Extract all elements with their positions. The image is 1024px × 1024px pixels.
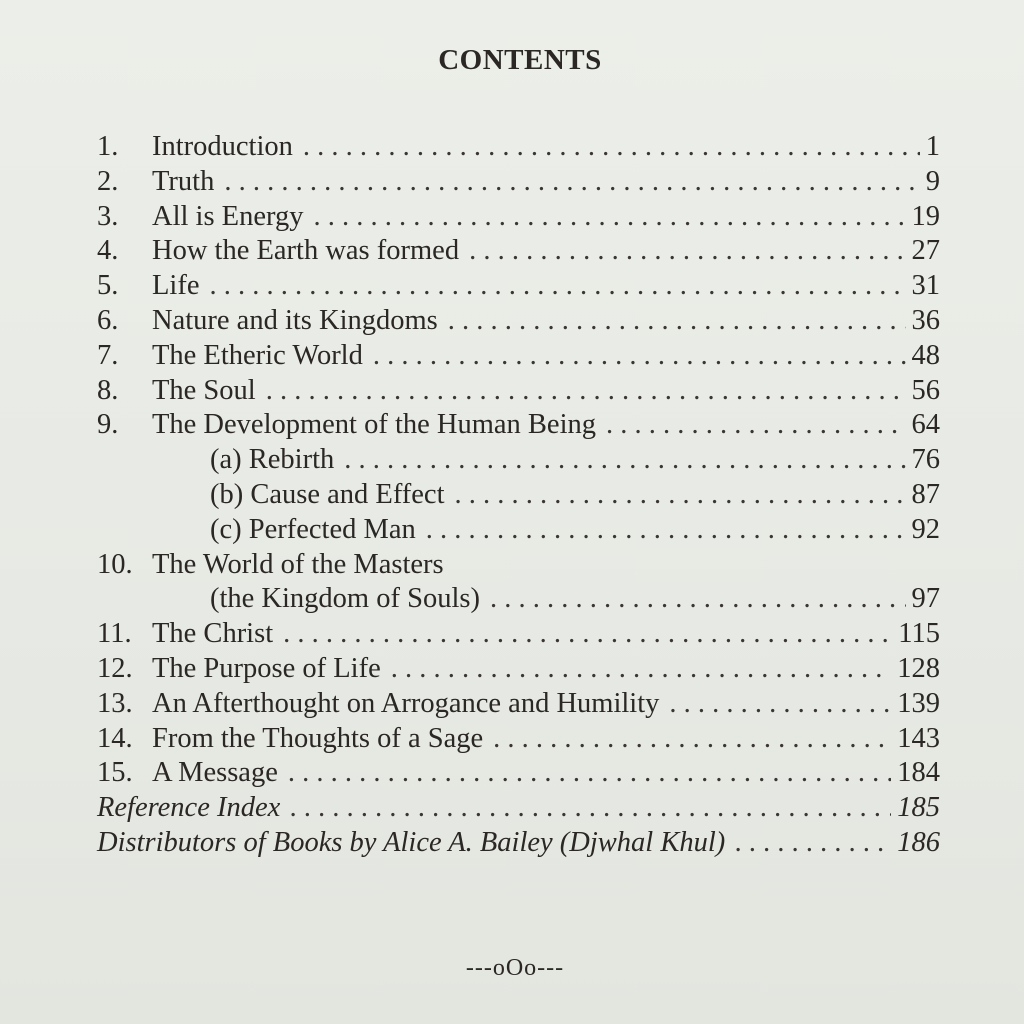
entry-number: 12. (97, 652, 133, 684)
entry-title: An Afterthought on Arrogance and Humility (152, 687, 660, 719)
toc-entry-afterthought (97, 687, 940, 722)
entry-number: 4. (97, 235, 119, 267)
entry-page-number: 36 (911, 304, 940, 336)
entry-page-number: 186 (897, 826, 940, 858)
dot-leader (735, 826, 891, 861)
toc-entry-the-soul (97, 374, 940, 409)
dot-leader (469, 234, 905, 269)
dot-leader (344, 443, 905, 478)
entry-title: (a) Rebirth (210, 444, 335, 476)
dot-leader (288, 756, 891, 791)
entry-page-number: 115 (898, 618, 940, 650)
entry-title: (the Kingdom of Souls) (210, 583, 480, 615)
entry-page-number: 31 (911, 270, 940, 302)
entry-page-number: 128 (897, 652, 940, 684)
entry-number: 15. (97, 757, 133, 789)
toc-entry-life (97, 269, 940, 304)
entry-number: 2. (97, 165, 119, 197)
entry-page-number: 143 (897, 722, 940, 754)
entry-page-number: 185 (897, 792, 940, 824)
toc-entry-introduction (97, 130, 940, 165)
entry-title: A Message (152, 757, 278, 789)
entry-page-number: 64 (911, 409, 940, 441)
dot-leader (448, 304, 906, 339)
entry-page-number: 87 (911, 478, 940, 510)
dot-leader (266, 374, 906, 409)
toc-entry-a-message (97, 756, 940, 791)
entry-number: 14. (97, 722, 133, 754)
page-title: CONTENTS (438, 44, 602, 76)
entry-page-number: 56 (911, 374, 940, 406)
entry-page-number: 184 (897, 757, 940, 789)
dot-leader (290, 791, 891, 826)
entry-title: Distributors of Books by Alice A. Bailey (Djwhal Khul) (97, 826, 726, 858)
toc-entry-earth-formed (97, 234, 940, 269)
toc-entry-kingdom-of-souls (97, 582, 940, 617)
entry-title: The World of the Masters (152, 548, 444, 580)
dot-leader (373, 339, 906, 374)
entry-page-number: 27 (911, 235, 940, 267)
toc-entry-distributors (97, 826, 940, 861)
toc-entry-nature-kingdoms (97, 304, 940, 339)
entry-title: The Christ (152, 618, 274, 650)
entry-title: Introduction (152, 131, 293, 162)
entry-title: The Soul (152, 374, 256, 406)
dot-leader (391, 652, 892, 687)
entry-page-number: 139 (897, 687, 940, 719)
dot-leader (303, 130, 920, 165)
toc-entry-human-development (97, 408, 940, 443)
entry-number: 5. (97, 270, 119, 302)
entry-page-number: 1 (925, 131, 940, 162)
entry-number: 8. (97, 374, 119, 406)
entry-title: Nature and its Kingdoms (152, 304, 438, 336)
entry-title: All is Energy (152, 200, 304, 232)
table-of-contents (97, 130, 940, 861)
toc-entry-the-christ (97, 617, 940, 652)
entry-title: From the Thoughts of a Sage (152, 722, 484, 754)
entry-number: 11. (97, 618, 132, 650)
dot-leader (606, 408, 905, 443)
toc-entry-thoughts-of-sage (97, 722, 940, 757)
end-ornament: ---oOo--- (465, 955, 565, 981)
entry-title: (b) Cause and Effect (210, 478, 445, 510)
entry-number: 7. (97, 339, 119, 371)
dot-leader (455, 478, 906, 513)
entry-page-number: 97 (911, 583, 940, 615)
entry-title: The Purpose of Life (152, 652, 381, 684)
dot-leader (493, 722, 891, 757)
toc-entry-reference-index (97, 791, 940, 826)
dot-leader (426, 513, 906, 548)
toc-entry-etheric-world (97, 339, 940, 374)
dot-leader (209, 269, 905, 304)
toc-entry-truth (97, 165, 940, 200)
entry-title: The Development of the Human Being (152, 409, 597, 441)
entry-number: 13. (97, 687, 133, 719)
entry-title: Life (152, 270, 200, 302)
dot-leader (224, 165, 919, 200)
entry-title: The Etheric World (152, 339, 363, 371)
entry-number: 10. (97, 548, 133, 580)
entry-page-number: 48 (911, 339, 940, 371)
entry-number: 9. (97, 409, 119, 441)
toc-subentry-rebirth (97, 443, 940, 478)
entry-title: Reference Index (97, 792, 281, 824)
toc-entry-purpose-of-life (97, 652, 940, 687)
toc-entry-all-is-energy (97, 200, 940, 235)
entry-number: 6. (97, 304, 119, 336)
entry-number: 1. (97, 131, 119, 162)
dot-leader (490, 582, 906, 617)
entry-page-number: 92 (911, 513, 940, 545)
entry-page-number: 76 (911, 444, 940, 476)
entry-page-number: 19 (911, 200, 940, 232)
dot-leader (669, 687, 891, 722)
entry-page-number: 9 (925, 165, 940, 197)
entry-title: How the Earth was formed (152, 235, 460, 267)
dot-leader (283, 617, 892, 652)
toc-entry-world-of-masters (97, 548, 940, 583)
entry-number: 3. (97, 200, 119, 232)
entry-title: (c) Perfected Man (210, 513, 416, 545)
toc-subentry-perfected-man (97, 513, 940, 548)
entry-title: Truth (152, 165, 215, 197)
toc-subentry-cause-effect (97, 478, 940, 513)
dot-leader (313, 200, 905, 235)
